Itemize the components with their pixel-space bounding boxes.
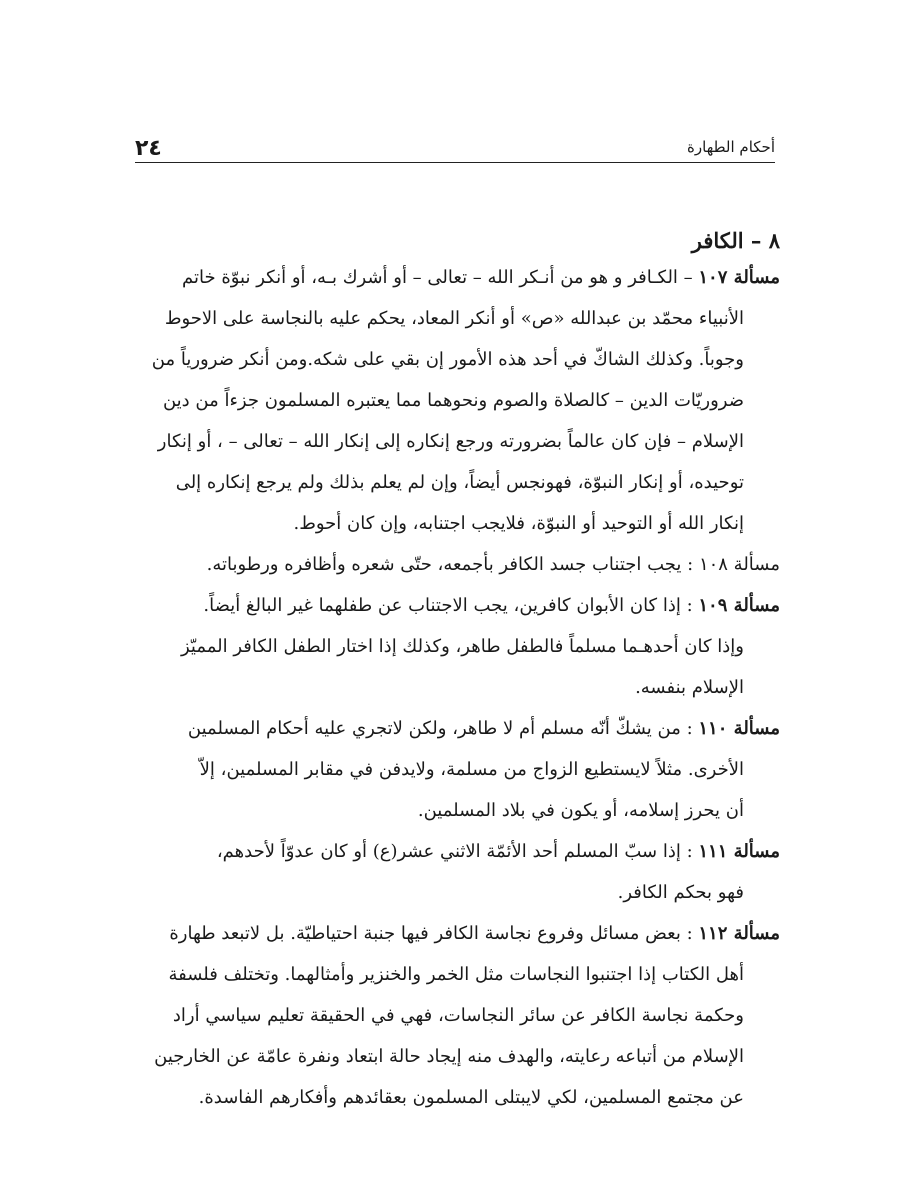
- issue-line: [130, 257, 780, 298]
- issue-label: مسألة ١٠٧: [698, 267, 780, 288]
- issue-line: وجوباً. وكذلك الشاكّ في أحد هذه الأمور إن بقي على شكه.ومن أنكر ضرورياً من: [151, 349, 744, 370]
- issue-line: توحيده، أو إنكار النبوّة، فهونجس أيضاً، وإن لم يعلم بذلك ولم يرجع إنكاره إلى: [175, 472, 744, 493]
- issue-line: إنكار الله أو التوحيد أو النبوّة، فلايجب اجتنابه، وإن كان أحوط.: [293, 513, 744, 534]
- section-heading: ٨ – الكافر: [691, 228, 780, 253]
- issue-line: [130, 585, 780, 626]
- page-number: ٢٤: [135, 136, 162, 161]
- issue-line: [130, 831, 780, 872]
- issue-label: مسألة ١١٢: [698, 923, 780, 944]
- issue-line: وحكمة نجاسة الكافر عن سائر النجاسات، فهي في الحقيقة تعليم سياسي أراد: [172, 1005, 744, 1026]
- issue-text: : إذا كان الأبوان كافرين، يجب الاجتناب عن طفلهما غير البالغ أيضاً.: [203, 595, 693, 616]
- issue-line: [130, 708, 780, 749]
- issue-line: [130, 544, 780, 585]
- issue-text: : من يشكّ أنّه مسلم أم لا طاهر، ولكن لاتجري عليه أحكام المسلمين: [187, 718, 693, 739]
- issue-line: وإذا كان أحدهـما مسلماً فالطفل طاهر، وكذلك إذا اختار الطفل الكافر المميّز: [180, 636, 744, 657]
- issue-label: مسألة ١١٠: [698, 718, 780, 739]
- issue-text: – الكـافر و هو من أنـكر الله – تعالى – أو أشرك بـه، أو أنكر نبوّة خاتم: [182, 267, 693, 288]
- issue-line: عن مجتمع المسلمين، لكي لايبتلى المسلمون بعقائدهم وأفكارهم الفاسدة.: [198, 1087, 744, 1108]
- issue-line: الإسلام بنفسه.: [635, 677, 744, 698]
- issue-line: أن يحرز إسلامه، أو يكون في بلاد المسلمين.: [417, 800, 744, 821]
- issue-text: : إذا سبّ المسلم أحد الأئمّة الاثني عشر(ع) أو كان عدوّاً لأحدهم،: [216, 841, 693, 862]
- issue-112: [130, 913, 780, 1118]
- header-rule: [135, 162, 775, 163]
- issue-line: الإسلام من أتباعه رعايته، والهدف منه إيجاد حالة ابتعاد ونفرة عامّة عن الخارجين: [154, 1046, 744, 1067]
- issue-text: : يجب اجتناب جسد الكافر بأجمعه، حتّى شعره وأظافره ورطوباته.: [206, 554, 694, 575]
- issue-110: [130, 708, 780, 831]
- issue-109: [130, 585, 780, 708]
- issue-line: الأخرى. مثلاً لايستطيع الزواج من مسلمة، ولايدفن في مقابر المسلمين، إلاّ: [199, 759, 744, 780]
- issue-line: [130, 913, 780, 954]
- page-body: [130, 228, 780, 1118]
- issue-label: مسألة ١١١: [698, 841, 780, 862]
- issue-label: مسألة ١٠٨: [698, 554, 780, 575]
- issue-107: [130, 257, 780, 544]
- issue-line: الأنبياء محمّد بن عبدالله «ص» أو أنكر المعاد، يحكم عليه بالنجاسة على الاحوط: [164, 308, 744, 329]
- issue-text: : بعض مسائل وفروع نجاسة الكافر فيها جنبة احتياطيّة. بل لاتبعد طهارة: [169, 923, 693, 944]
- issue-108: [130, 544, 780, 585]
- issue-111: [130, 831, 780, 913]
- issue-line: الإسلام – فإن كان عالماً بضرورته ورجع إنكاره إلى إنكار الله – تعالى – ، أو إنكار: [157, 431, 744, 452]
- issue-line: أهل الكتاب إذا اجتنبوا النجاسات مثل الخمر والخنزير وأمثالهما. وتختلف فلسفة: [168, 964, 744, 985]
- page-header: [135, 136, 775, 166]
- issue-label: مسألة ١٠٩: [698, 595, 780, 616]
- issue-line: ضروريّات الدين – كالصلاة والصوم ونحوهما مما يعتبره المسلمون جزءاً من دين: [162, 390, 744, 411]
- issue-line: فهو بحكم الكافر.: [617, 882, 744, 903]
- running-title: أحكام الطهارة: [687, 138, 775, 156]
